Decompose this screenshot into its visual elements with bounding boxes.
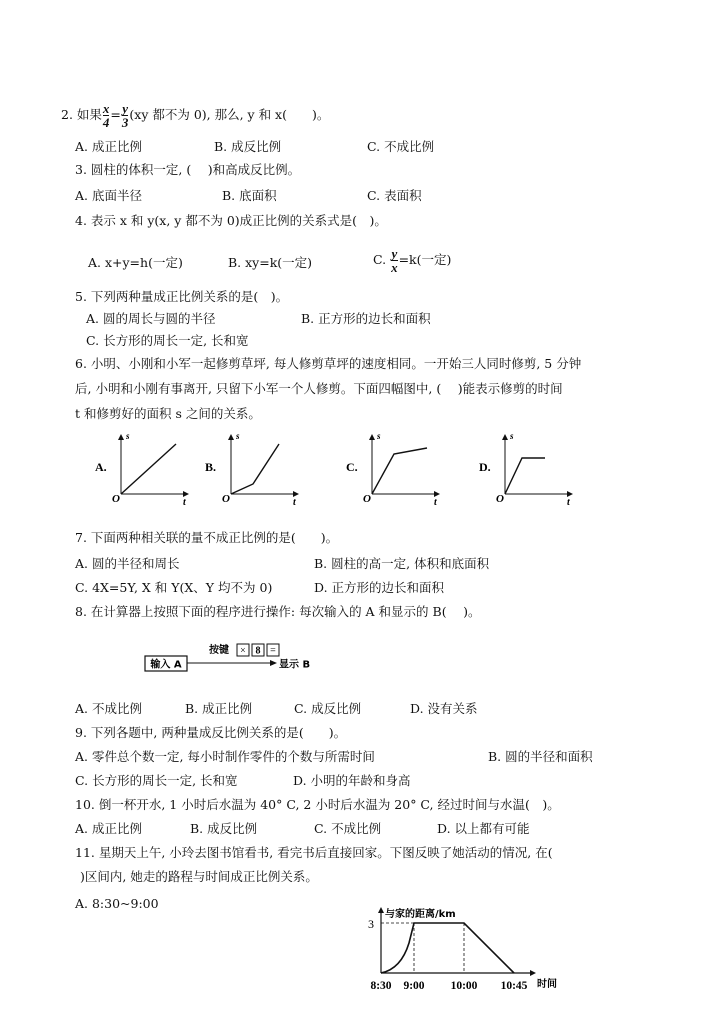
q6-graph-c <box>346 431 440 508</box>
q11-x-axis-title: 时间 <box>537 979 557 990</box>
q7-stem: 7. 下面两种相关联的量不成正比例的是( )。 <box>75 530 339 545</box>
q8-keys-label: 按键 <box>209 645 229 656</box>
q11-x-tick-1000: 10:00 <box>450 980 478 992</box>
q4-fraction-y-over-x: $\frac{y}{x}$ <box>391 246 398 275</box>
q7-option-d: D. 正方形的边长和面积 <box>314 580 445 595</box>
q9-option-c: C. 长方形的周长一定, 长和宽 <box>75 773 238 788</box>
q6-graph-label: B. <box>205 460 217 474</box>
q11-x-tick-900: 9:00 <box>403 980 425 992</box>
q3-option-b: B. 底面积 <box>222 188 277 203</box>
q9-option-a: A. 零件总个数一定, 每小时制作零件的个数与所需时间 <box>75 749 375 764</box>
q6-graph-t-label: t <box>434 497 437 508</box>
q6-graph-origin-label: O <box>222 493 230 505</box>
q2-stem <box>61 103 329 128</box>
q5-option-b: B. 正方形的边长和面积 <box>301 311 431 326</box>
q6-graph-line <box>372 448 427 494</box>
q10-option-a: A. 成正比例 <box>75 821 142 836</box>
q9-option-d: D. 小明的年龄和身高 <box>293 773 411 788</box>
q8-option-a: A. 不成比例 <box>75 701 142 716</box>
q8-stem: 8. 在计算器上按照下面的程序进行操作: 每次输入的 A 和显示的 B( )。 <box>75 604 481 619</box>
q6-graph-y-arrow <box>369 434 375 440</box>
q6-graph-s-label: s <box>510 431 514 441</box>
q4-option-c: C. $\frac{y}{x}$ =k(一定) <box>373 246 452 275</box>
q11-stem-line-2: )区间内, 她走的路程与时间成正比例关系。 <box>80 869 318 884</box>
q6-graph-d <box>479 431 573 508</box>
q11-option-a: A. 8:30~9:00 <box>75 896 159 911</box>
q6-graph-y-arrow <box>118 434 124 440</box>
q10-stem: 10. 倒一杯开水, 1 小时后水温为 40° C, 2 小时后水温为 20° C, 经过时间与水温( )。 <box>75 797 560 812</box>
q6-stem-line-3: t 和修剪好的面积 s 之间的关系。 <box>75 406 261 421</box>
q6-graph-t-label: t <box>293 497 296 508</box>
q6-graph-b <box>205 431 299 508</box>
q6-graphs <box>0 425 724 515</box>
q4-option-b: B. xy=k(一定) <box>228 255 313 270</box>
q8-output-label: 显示 B <box>279 659 311 671</box>
q2-option-c: C. 不成比例 <box>367 139 435 154</box>
q6-stem-line-2: 后, 小明和小刚有事离开, 只留下小军一个人修剪。下面四幅图中, ( )能表示修剪的时间 <box>75 381 563 396</box>
q5-stem: 5. 下列两种量成正比例关系的是( )。 <box>75 289 289 304</box>
q6-graph-origin-label: O <box>112 493 120 505</box>
q11-x-axis-arrow <box>530 970 536 976</box>
q6-graph-origin-label: O <box>363 493 371 505</box>
q3-option-c: C. 表面积 <box>367 188 422 203</box>
q4-option-a: A. x+y=h(一定) <box>88 255 183 270</box>
q6-graph-line <box>231 444 279 494</box>
q2-stem-pre: 2. 如果 <box>61 107 102 122</box>
q4-stem: 4. 表示 x 和 y(x, y 都不为 0)成正比例的关系式是( )。 <box>75 213 387 228</box>
q7-option-b: B. 圆柱的高一定, 体积和底面积 <box>314 556 490 571</box>
q2-stem-post: (xy 都不为 0), 那么, y 和 x( )。 <box>129 107 330 122</box>
q10-option-c: C. 不成比例 <box>314 821 382 836</box>
q6-stem-line-1: 6. 小明、小刚和小军一起修剪草坪, 每人修剪草坪的速度相同。一开始三人同时修剪, 5 分钟 <box>75 356 582 371</box>
svg-text:=: = <box>270 645 276 657</box>
q7-option-a: A. 圆的半径和周长 <box>75 556 180 571</box>
q6-graph-s-label: s <box>126 431 130 441</box>
q8-option-c: C. 成反比例 <box>294 701 362 716</box>
q6-graph-origin-label: O <box>496 493 504 505</box>
q10-option-d: D. 以上都有可能 <box>437 821 530 836</box>
q10-option-b: B. 成反比例 <box>190 821 258 836</box>
q6-graph-s-label: s <box>236 431 240 441</box>
q11-y-tick-3: 3 <box>368 917 374 931</box>
q6-graph-label: C. <box>346 460 358 474</box>
q6-graph-s-label: s <box>377 431 381 441</box>
q8-input-label: 输入 A <box>150 659 182 671</box>
q2-option-a: A. 成正比例 <box>75 139 142 154</box>
svg-text:×: × <box>240 645 246 657</box>
q11-x-tick-830: 8:30 <box>370 980 392 992</box>
q3-option-a: A. 底面半径 <box>75 188 142 203</box>
q6-graph-t-label: t <box>183 497 186 508</box>
q11-distance-line <box>381 923 514 973</box>
q6-graph-y-arrow <box>228 434 234 440</box>
q2-equals: = <box>110 107 121 122</box>
q8-option-b: B. 成正比例 <box>185 701 253 716</box>
q11-x-tick-1045: 10:45 <box>500 980 528 992</box>
q7-option-c: C. 4X=5Y, X 和 Y(X、Y 均不为 0) <box>75 580 273 595</box>
q6-graph-line <box>505 458 545 494</box>
q6-graph-label: D. <box>479 460 491 474</box>
svg-text:8: 8 <box>255 645 261 657</box>
q8-option-d: D. 没有关系 <box>410 701 478 716</box>
q5-option-c: C. 长方形的周长一定, 长和宽 <box>86 333 249 348</box>
q11-stem-line-1: 11. 星期天上午, 小玲去图书馆看书, 看完书后直接回家。下图反映了她活动的情况, 在( <box>75 845 553 860</box>
q2-fraction-x: $\frac{x}{4}$ <box>102 101 110 130</box>
q2-option-b: B. 成反比例 <box>214 139 282 154</box>
q11-distance-time-chart <box>364 905 588 995</box>
q9-option-b: B. 圆的半径和面积 <box>488 749 593 764</box>
q8-arrow-head <box>270 660 277 666</box>
q11-y-axis-title: 与家的距离/km <box>385 909 456 920</box>
q6-graph-y-arrow <box>502 434 508 440</box>
q6-graph-t-label: t <box>567 497 570 508</box>
q8-flow-diagram <box>142 642 342 676</box>
q2-fraction-y: $\frac{y}{3}$ <box>121 101 129 130</box>
q11-y-axis-arrow <box>378 907 384 913</box>
q6-graph-a <box>95 431 189 508</box>
q9-stem: 9. 下列各题中, 两种量成反比例关系的是( )。 <box>75 725 347 740</box>
q5-option-a: A. 圆的周长与圆的半径 <box>86 311 216 326</box>
q6-graph-line <box>121 444 176 494</box>
q6-graph-label: A. <box>95 460 107 474</box>
q3-stem: 3. 圆柱的体积一定, ( )和高成反比例。 <box>75 162 301 177</box>
